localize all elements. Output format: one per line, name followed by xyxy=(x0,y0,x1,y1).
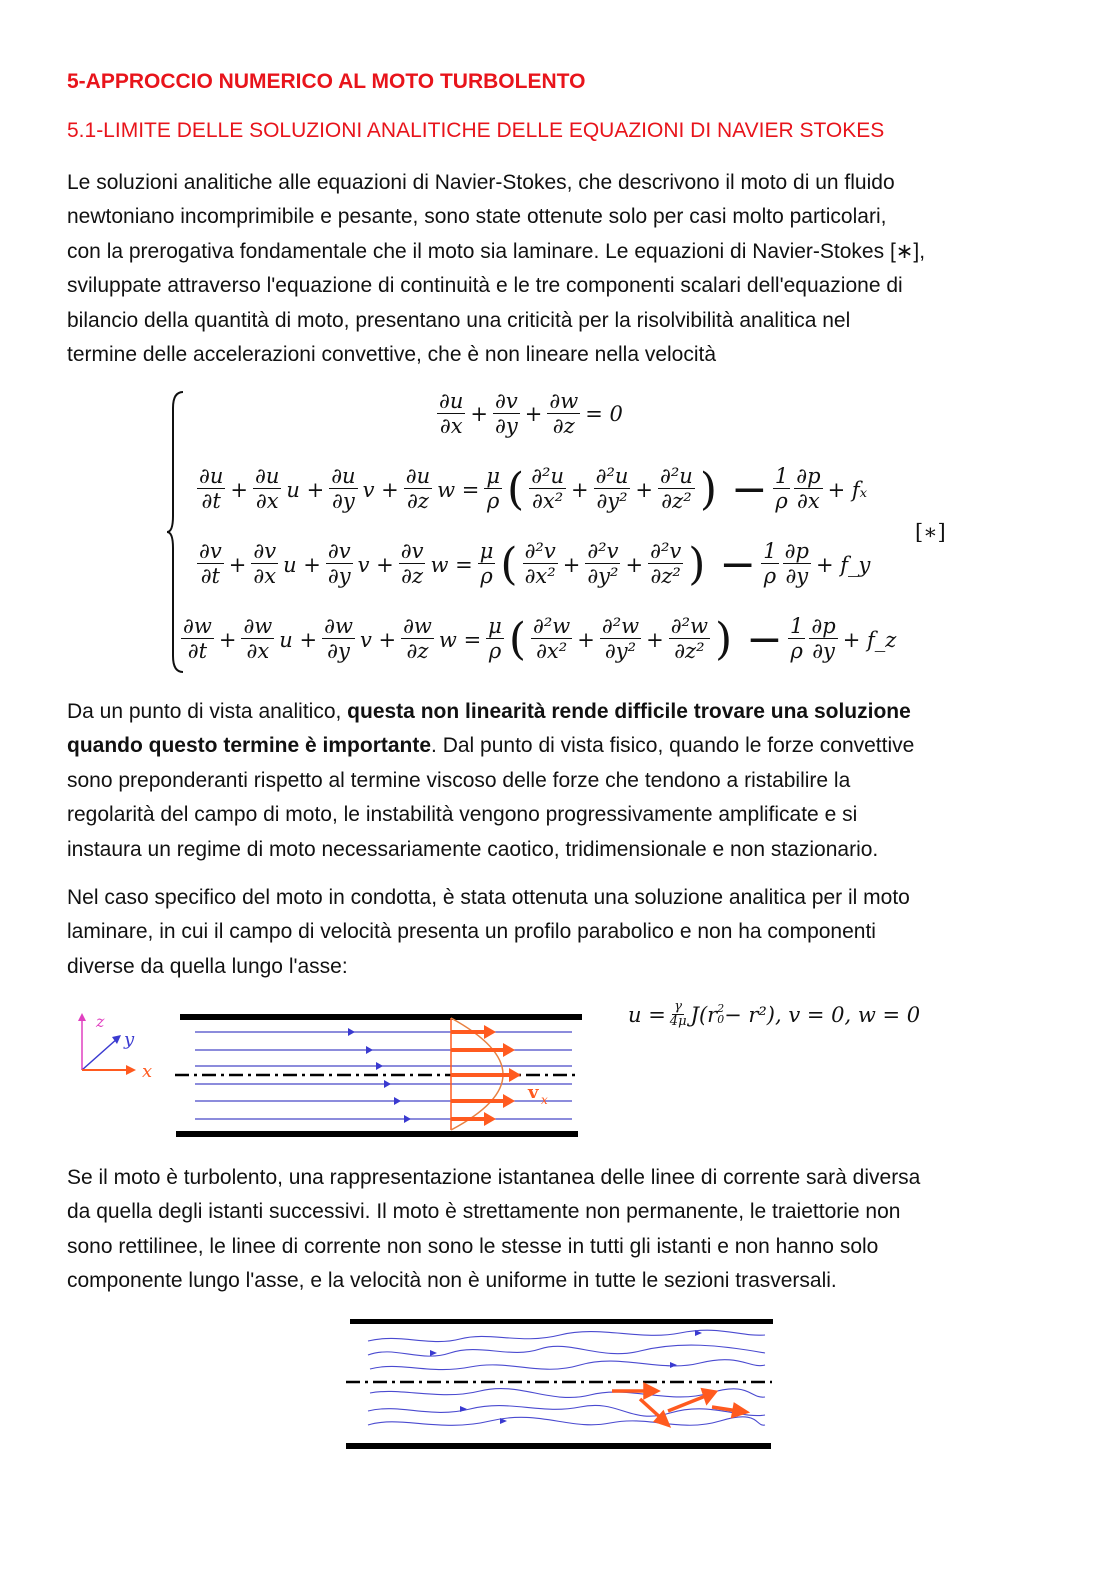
equation-symbol: + f_z xyxy=(842,627,897,652)
numerator: ∂p xyxy=(796,464,821,489)
subscript: 0 xyxy=(717,1013,725,1027)
numerator: ∂²v xyxy=(587,539,619,564)
fraction xyxy=(399,540,426,588)
numerator: ∂u xyxy=(255,464,280,489)
text-line: instaura un regime di moto necessariamente caotico, tridimensionale e non stazionario. xyxy=(67,837,879,861)
equation-symbol: + xyxy=(228,552,247,577)
numerator: ∂w xyxy=(183,614,212,639)
momentum-y-equation xyxy=(195,539,873,590)
numerator: 1 xyxy=(763,539,777,564)
fraction xyxy=(404,465,432,513)
equation-symbol: ( xyxy=(500,539,518,590)
fraction xyxy=(529,465,566,513)
text: Da un punto di vista analitico, xyxy=(67,700,348,723)
text-line: sviluppate attraverso l'equazione di continuità e le tre componenti scalari dell'equazione di xyxy=(67,274,903,298)
numerator: ∂p xyxy=(784,539,809,564)
continuity-equation xyxy=(435,390,626,438)
profile-label: v xyxy=(528,1082,539,1103)
text-line: componente lungo l'asse, e la velocità non è uniforme in tutte le sezioni trasversali. xyxy=(67,1269,837,1293)
equation-symbol: + xyxy=(524,402,543,427)
fraction xyxy=(658,465,695,513)
numerator: ∂u xyxy=(405,464,431,489)
equation-symbol: ) − xyxy=(688,539,757,590)
momentum-z-equation xyxy=(179,614,899,665)
denominator: ∂y xyxy=(495,414,518,439)
fraction xyxy=(648,540,683,588)
fraction xyxy=(531,615,572,663)
equation-symbol: + xyxy=(218,627,237,652)
fraction xyxy=(493,390,520,438)
numerator: ∂v xyxy=(327,539,351,564)
bold-text: questa non linearità rende difficile trovare una soluzione xyxy=(347,700,911,723)
fraction xyxy=(585,540,620,588)
paragraph-turbulent xyxy=(67,1161,1047,1299)
numerator: ∂v xyxy=(495,389,518,413)
denominator: ρ xyxy=(763,564,777,589)
equation-symbol: ) − xyxy=(699,464,768,515)
numerator: ∂v xyxy=(199,539,222,564)
subsection-heading: 5.1-LIMITE DELLE SOLUZIONI ANALITICHE DELLE EQUAZIONI DI NAVIER STOKES xyxy=(67,119,885,142)
denominator: ∂y² xyxy=(587,564,619,589)
equation-symbol: + fₓ xyxy=(827,477,868,502)
denominator: ∂y xyxy=(327,639,350,664)
eq-body: J(r xyxy=(690,1003,718,1028)
denominator: ∂t xyxy=(187,639,208,664)
denominator: ∂x xyxy=(255,489,279,514)
equation-symbol: + f_y xyxy=(815,552,871,577)
paragraph-intro xyxy=(67,166,1047,372)
denominator: 4μ xyxy=(669,1014,687,1030)
denominator: ρ xyxy=(480,564,493,589)
numerator: ∂w xyxy=(243,614,273,639)
eq-lhs: u = xyxy=(628,1003,666,1028)
fraction xyxy=(668,1000,689,1030)
fraction xyxy=(794,465,822,513)
denominator: ∂z xyxy=(406,489,429,514)
numerator: ∂w xyxy=(403,614,432,639)
axis-z-label: z xyxy=(96,1012,105,1031)
denominator: ∂y xyxy=(785,564,809,589)
fraction xyxy=(547,390,580,438)
denominator: ρ xyxy=(775,489,788,514)
denominator: ∂z xyxy=(401,564,424,589)
numerator: ∂²v xyxy=(524,539,556,564)
superscript: 2 xyxy=(717,1002,725,1016)
denominator: ∂t xyxy=(200,564,221,589)
turbulent-flow-figure xyxy=(340,1315,780,1455)
numerator: ∂v xyxy=(253,539,277,564)
numerator: 1 xyxy=(790,614,804,639)
numerator: ∂p xyxy=(811,614,836,639)
numerator: ∂u xyxy=(439,389,464,413)
equation-symbol: + xyxy=(646,627,664,652)
fraction xyxy=(437,390,465,438)
denominator: ∂z² xyxy=(650,564,681,589)
equation-symbol: w = xyxy=(430,552,473,577)
fraction xyxy=(484,465,502,513)
laminar-flow-figure xyxy=(60,1005,600,1150)
denominator: ρ xyxy=(488,639,502,664)
equation-symbol: ( xyxy=(507,464,525,515)
numerator: ∂²u xyxy=(531,464,564,489)
equation-symbol: u + xyxy=(286,477,325,502)
numerator: ∂²u xyxy=(660,464,693,489)
fraction xyxy=(322,615,355,663)
fraction xyxy=(251,540,278,588)
bold-text: quando questo termine è importante xyxy=(67,734,432,758)
numerator: ∂w xyxy=(549,389,579,413)
velocity-profile-equation xyxy=(628,1000,920,1030)
denominator: ∂y xyxy=(812,639,835,664)
denominator: ∂z xyxy=(552,414,575,439)
equation-symbol: + xyxy=(635,477,654,502)
equation-symbol: w = xyxy=(437,477,480,502)
text-line: newtoniano incomprimibile e pesante, sono state ottenute solo per casi molto particolari, xyxy=(67,205,887,229)
denominator: ∂z² xyxy=(661,489,692,514)
fraction xyxy=(241,615,274,663)
fraction xyxy=(401,615,434,663)
denominator: ∂y² xyxy=(604,639,637,664)
numerator: ∂u xyxy=(199,464,224,489)
numerator: ∂²w xyxy=(533,614,571,639)
navier-stokes-equations xyxy=(165,388,965,678)
numerator: ∂²w xyxy=(601,614,640,639)
denominator: ∂x² xyxy=(532,489,564,514)
text-line: diverse da quella lungo l'asse: xyxy=(67,954,348,978)
fraction xyxy=(253,465,281,513)
equation-symbol: = 0 xyxy=(585,402,623,427)
equation-symbol: + xyxy=(577,627,595,652)
numerator: μ xyxy=(486,464,501,489)
equation-symbol: w = xyxy=(438,627,482,652)
text-line: termine delle accelerazioni convettive, che è non lineare nella velocità xyxy=(67,343,717,367)
equation-symbol: ( xyxy=(508,614,526,665)
fraction xyxy=(329,465,357,513)
text: . Dal punto di vista fisico, quando le forze convettive xyxy=(431,734,915,758)
denominator: ∂x xyxy=(439,414,463,439)
denominator: ∂z xyxy=(406,639,429,664)
text-line: con la prerogativa fondamentale che il moto sia laminare. Le equazioni di Navier-Stokes [∗], xyxy=(67,239,926,263)
denominator: ∂x xyxy=(253,564,277,589)
paragraph-laminar xyxy=(67,881,1047,984)
numerator: ∂²u xyxy=(595,464,629,489)
fraction xyxy=(809,615,837,663)
fraction xyxy=(773,465,790,513)
numerator: μ xyxy=(479,539,494,564)
equation-symbol: v + xyxy=(362,477,399,502)
numerator: 1 xyxy=(774,464,789,489)
fraction xyxy=(181,615,214,663)
text-line: regolarità del campo di moto, le instabilità vengono progressivamente amplificate e si xyxy=(67,803,858,827)
axis-x-label: x xyxy=(142,1061,153,1082)
fraction xyxy=(326,540,353,588)
equation-tag: [∗] xyxy=(915,520,946,544)
fraction xyxy=(788,615,805,663)
numerator: ∂²w xyxy=(670,614,709,639)
fraction xyxy=(783,540,811,588)
eq-rest: − r²), v = 0, w = 0 xyxy=(724,1003,921,1028)
equation-symbol: + xyxy=(562,552,581,577)
fraction xyxy=(486,615,504,663)
denominator: ∂x xyxy=(246,639,270,664)
fraction xyxy=(594,465,631,513)
equation-symbol: + xyxy=(470,402,488,427)
profile-subscript: x xyxy=(541,1093,548,1107)
text-line: sono preponderanti rispetto al termine viscoso delle forze che tendono a ristabilire la xyxy=(67,768,851,792)
fraction xyxy=(761,540,778,588)
text-line: Le soluzioni analitiche alle equazioni di Navier-Stokes, che descrivono il moto di un fluido xyxy=(67,171,895,194)
denominator: ∂y² xyxy=(596,489,628,514)
denominator: ∂y xyxy=(332,489,355,514)
denominator: ∂x xyxy=(797,489,820,514)
equation-symbol: + xyxy=(625,552,644,577)
fraction xyxy=(669,615,710,663)
text-line: da quella degli istanti successivi. Il moto è strettamente non permanente, le traiettorie non xyxy=(67,1200,901,1224)
numerator: γ xyxy=(674,999,683,1014)
paragraph-nonlinearity xyxy=(67,695,1047,867)
denominator: ∂x² xyxy=(524,564,556,589)
fraction xyxy=(478,540,496,588)
equation-symbol: u + xyxy=(283,552,321,577)
section-heading: 5-APPROCCIO NUMERICO AL MOTO TURBOLENTO xyxy=(67,70,586,93)
fraction xyxy=(197,540,224,588)
equation-symbol: ) − xyxy=(715,614,784,665)
fraction xyxy=(197,465,225,513)
denominator: ∂y xyxy=(327,564,351,589)
axis-y-label: y xyxy=(124,1029,135,1050)
numerator: ∂u xyxy=(331,464,356,489)
text-line: Se il moto è turbolento, una rappresentazione istantanea delle linee di corrente sarà diversa xyxy=(67,1166,921,1189)
denominator: ∂t xyxy=(201,489,221,514)
equation-symbol: + xyxy=(230,477,248,502)
momentum-x-equation xyxy=(195,464,870,515)
denominator: ∂z² xyxy=(674,639,705,664)
denominator: ∂x² xyxy=(536,639,568,664)
equation-symbol: v + xyxy=(359,627,397,652)
text-line: bilancio della quantità di moto, presentano una criticità per la risolvibilità analitica nel xyxy=(67,308,851,332)
text-line: laminare, in cui il campo di velocità presenta un profilo parabolico e non ha componenti xyxy=(67,920,876,944)
numerator: μ xyxy=(488,614,502,639)
equation-symbol: + xyxy=(571,477,589,502)
numerator: ∂²v xyxy=(650,539,682,564)
fraction xyxy=(523,540,558,588)
denominator: ρ xyxy=(790,639,803,664)
equation-symbol: u + xyxy=(279,627,318,652)
numerator: ∂v xyxy=(400,539,424,564)
equation-symbol: v + xyxy=(357,552,394,577)
numerator: ∂w xyxy=(324,614,353,639)
text-line: sono rettilinee, le linee di corrente non sono le stesse in tutti gli istanti e non hanno solo xyxy=(67,1234,879,1258)
fraction xyxy=(600,615,641,663)
text-line: Nel caso specifico del moto in condotta, è stata ottenuta una soluzione analitica per il moto xyxy=(67,886,910,909)
denominator: ρ xyxy=(487,489,500,514)
